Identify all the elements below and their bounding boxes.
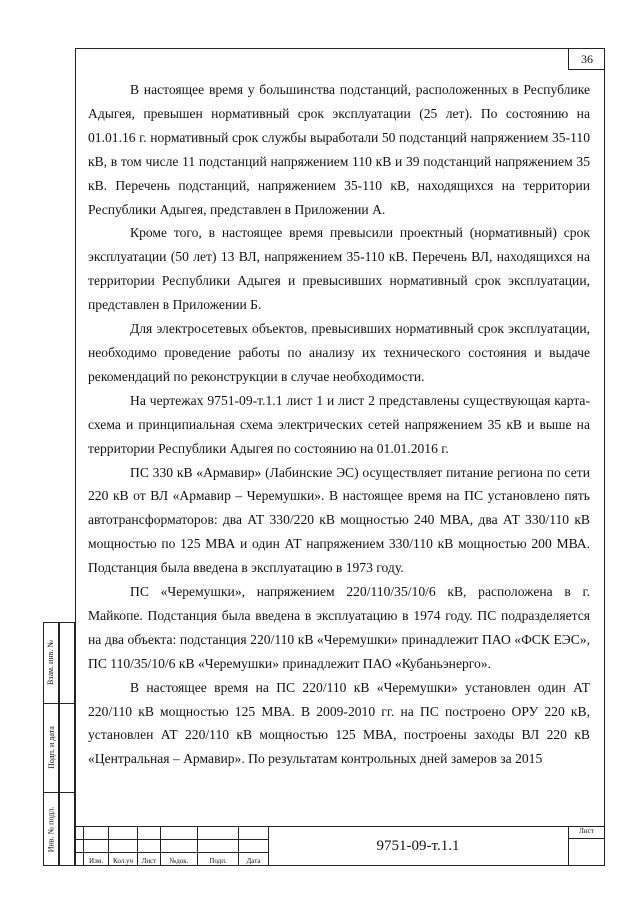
- side-stamp-inv-podl: Инв. № подл.: [46, 806, 56, 852]
- title-block-line: [75, 852, 268, 853]
- title-block-col-izm: Изм.: [89, 857, 103, 865]
- title-block-line: [568, 838, 605, 839]
- title-block-col-data: Дата: [246, 857, 261, 865]
- title-block-col-ndok: №док.: [169, 857, 189, 865]
- paragraph: ПС 330 кВ «Армавир» (Лабинские ЭС) осуществляет питание региона по сети 220 кВ от ВЛ «Армавир – Черемушки». В настоящее время на ПС установлено пять автотрансформаторов: два АТ 330/220 кВ мощностью 240 МВА, два АТ 330/110 кВ мощностью по 125 МВА и один АТ напряжением 330/110 кВ мощностью 200 МВА. Подстанция была введена в эксплуатацию в 1973 году.: [88, 464, 590, 576]
- paragraph: В настоящее время у большинства подстанций, расположенных в Республике Адыгея, превышен нормативный срок эксплуатации (25 лет). По состоянию на 01.01.16 г. нормативный срок службы выработали 50 подстанций напряжением 35-110 кВ, в том числе 11 подстанций напряжением 110 кВ и 39 подстанций напряжением 35 кВ. Перечень подстанций, напряжением 35-110 кВ, находящихся на территории Республики Адыгея, представлен в Приложении А.: [88, 82, 590, 217]
- paragraph: На чертежах 9751-09-т.1.1 лист 1 и лист 2 представлены существующая карта-схема и принципиальная схема электрических сетей напряжением 35 кВ и выше на территории Республики Адыгея по состоянию на 01.01.2016 г.: [88, 392, 590, 456]
- paragraph: В настоящее время на ПС 220/110 кВ «Черемушки» установлен один АТ 220/110 кВ мощностью 125 МВА. В 2009-2010 гг. на ПС построено ОРУ 220 кВ, установлен АТ 220/110 кВ мощностью 125 МВА, построены заходы ВЛ 220 кВ «Центральная – Армавир». По результатам контрольных дней замеров за 2015: [88, 679, 590, 767]
- title-block-line: [75, 839, 268, 840]
- page-number: 36: [568, 48, 605, 70]
- title-block-col-kol-uch: Кол.уч: [113, 857, 133, 865]
- document-body: [88, 78, 590, 771]
- document-code: 9751-09-т.1.1: [376, 837, 460, 854]
- title-block-col-list: Лист: [141, 857, 157, 865]
- side-stamp-vzam-inv: Взам. инв. №: [46, 639, 56, 686]
- paragraph: Кроме того, в настоящее время превысили проектный (нормативный) срок эксплуатации (50 лет) 13 ВЛ, напряжением 35-110 кВ. Перечень ВЛ, находящихся на территории Республики Адыгея и превысивших нормативный срок эксплуатации, представлен в Приложении Б.: [88, 225, 590, 313]
- side-stamp-value-column: [59, 622, 75, 866]
- title-block-list-label: Лист: [579, 827, 594, 835]
- side-stamp-podp-data: Подп. и дата: [46, 726, 56, 769]
- paragraph: Для электросетевых объектов, превысивших нормативный срок эксплуатации, необходимо проведение работы по анализу их технического состояния и выдаче рекомендаций по реконструкции в случае необходимости.: [88, 321, 590, 384]
- paragraph: ПС «Черемушки», напряжением 220/110/35/10/6 кВ, расположена в г. Майкопе. Подстанция была введена в эксплуатацию в 1974 году. ПС подразделяется на два объекта: подстанция 220/110 кВ «Черемушки» принадлежит ПАО «ФСК ЕЭС», ПС 110/35/10/6 кВ «Черемушки» принадлежит ПАО «Кубаньэнерго».: [88, 584, 590, 671]
- title-block-col-podp: Подп.: [209, 857, 227, 865]
